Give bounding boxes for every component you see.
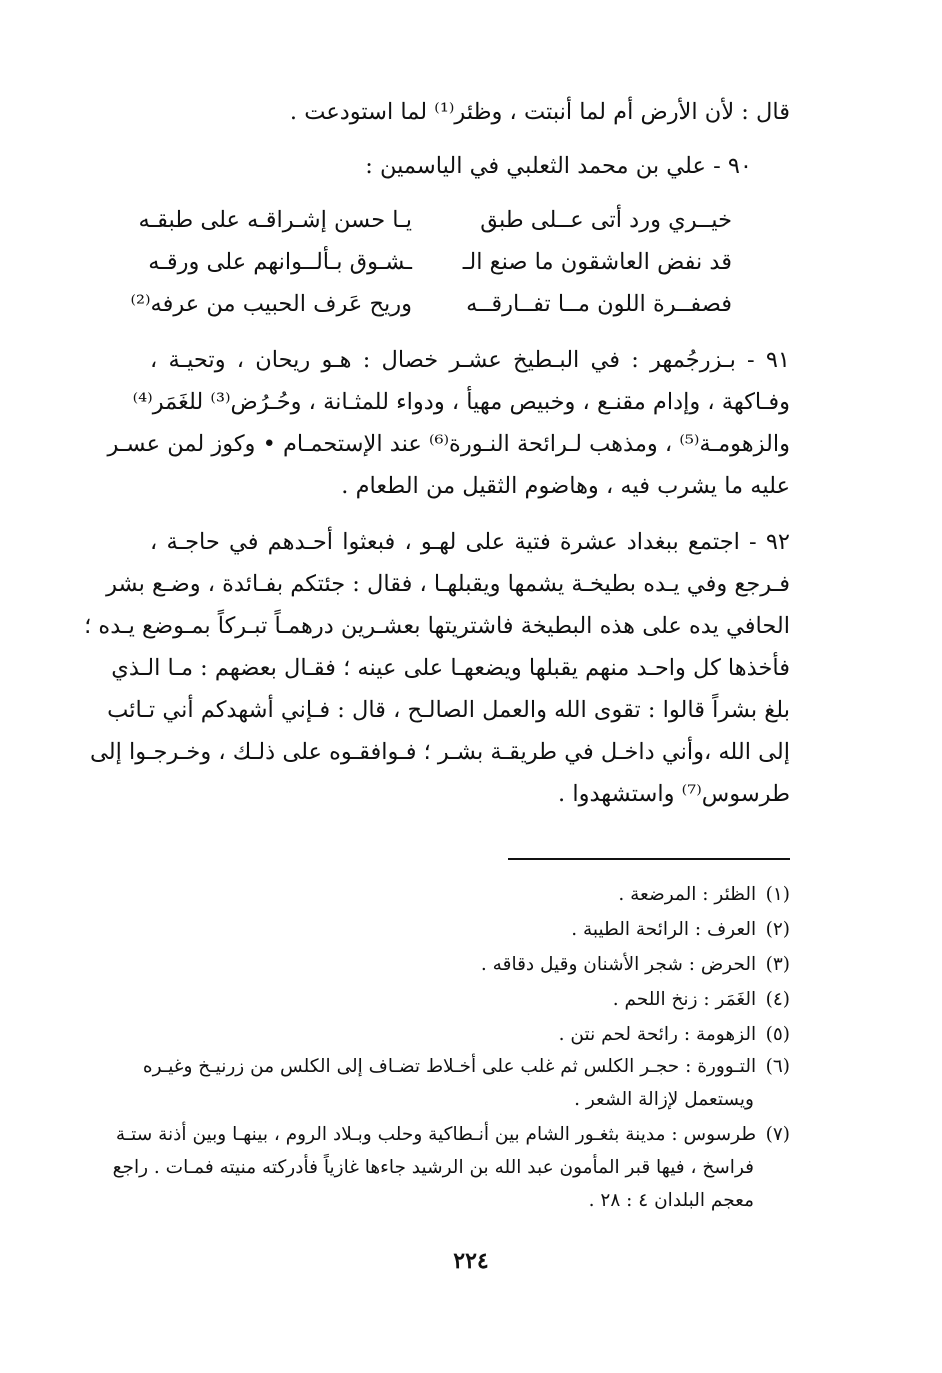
poem-hemistich: فصفــرة اللون مــا تفــارقــه — [466, 291, 732, 317]
item-91-line: وفـاكهة ، وإدام مقنـع ، وخبيص مهيأ ، ودواء للمثـانة ، وحُـرُض⁽³⁾ للغَمَر⁽⁴⁾ — [132, 389, 790, 415]
footnote-7 — [115, 1118, 790, 1151]
item-92-line: بلغ بشراً قالوا : تقوى الله والعمل الصالـح ، قال : فـإني أشهدكم أني تـائب — [107, 697, 790, 723]
poem-hemistich: ـشـوق بـألــوانهم على ورقـه — [148, 249, 412, 275]
footnote-text: الغَمَر : زنخ اللحم . — [612, 989, 757, 1010]
footnote-3 — [150, 948, 790, 981]
item-92-line: فـرجع وفي يـده بطيخـة يشمها ويقبلهـا ، فقال : جئتكم بفـائدة ، وضـع بشر — [106, 571, 790, 597]
footnote-number: (٤) — [765, 989, 790, 1010]
footnote-text: العرف : الرائحة الطيبة . — [571, 919, 757, 940]
footnote-text: الزهومة : رائحة لحم نتن . — [558, 1024, 757, 1045]
footnote-7-continuation: فراسخ ، فيها قبر المأمون عبد الله بن الرشيد جاءها غازياً فأدركته منيته فمـات . راجع — [112, 1157, 754, 1178]
poem-hemistich: وريح عَرف الحبيب من عرفه⁽²⁾ — [130, 291, 412, 317]
footnote-7-continuation: معجم البلدان ٤ : ٢٨ . — [588, 1190, 754, 1211]
item-91-line: ٩١ - بـزرجُمهر : في البـطيخ عشـر خصال : هـو ريحان ، وتحيـة ، — [150, 347, 790, 373]
footnote-text: الظئر : المرضعة . — [618, 884, 757, 905]
poem-hemistich: خيــري ورد أتى عــلى طبق — [480, 207, 732, 233]
item-92-line: طرسوس⁽⁷⁾ واستشهدوا . — [558, 781, 790, 807]
footnote-number: (٦) — [765, 1056, 790, 1077]
footnote-2 — [150, 913, 790, 946]
footnote-6-continuation: ويستعمل لإزالة الشعر . — [574, 1089, 754, 1110]
item-92-line: فأخذها كل واحـد منهم يقبلها ويضعهـا على عينه ؛ فقـال بعضهم : مـا الـذي — [111, 655, 790, 681]
item-92-line: إلى الله ،وأني داخـل في طريقـة بشـر ؛ فـوافقـوه على ذلـك ، وخـرجـوا إلى — [90, 739, 790, 765]
footnote-6 — [142, 1050, 790, 1083]
footnote-1 — [150, 878, 790, 911]
poem-hemistich: يـا حسن إشـراقـه على طبقـه — [138, 207, 412, 233]
footnote-text: الحرض : شجر الأشنان وقيل دقاقه . — [480, 954, 757, 975]
item-92-line: الحافي يده على هذه البطيخة فاشتريتها بعشـرين درهمـاً تبـركاً بمـوضع يـده ؛ — [84, 613, 790, 639]
footnote-5 — [150, 1018, 790, 1051]
item-92-line: ٩٢ - اجتمع ببغداد عشرة فتية على لهـو ، فبعثوا أحـدهم في حاجـة ، — [150, 529, 790, 555]
item-91-line: عليه ما يشرب فيه ، وهاضوم الثقيل من الطعام . — [341, 473, 790, 499]
footnote-number: (٣) — [765, 954, 790, 975]
footnote-text: طرسوس : مدينة بثغـور الشام بين أنـطاكية وحلب وبـلاد الروم ، بينهـا وبين أذنة ستـة — [115, 1124, 757, 1145]
footnote-number: (٢) — [765, 919, 790, 940]
footnote-separator — [508, 858, 790, 860]
footnote-4 — [150, 983, 790, 1016]
item-91-line: والزهومـة⁽⁵⁾ ، ومذهب لـرائحة النـورة⁽⁶⁾ عند الإستحمـام • وكوز لمن عسـر — [107, 431, 790, 457]
footnote-text: التـوورة : حجـر الكلس ثم غلب على أخـلاط تضـاف إلى الكلس من زرنيـخ وغيـره — [142, 1056, 757, 1077]
footnote-number: (١) — [765, 884, 790, 905]
page-number: ٢٢٤ — [453, 1248, 489, 1274]
text-line-opening: قال : لأن الأرض أم لما أنبتت ، وظئر⁽¹⁾ لما استودعت . — [289, 99, 790, 125]
poem-hemistich: قد نفض العاشقون ما صنع الـ — [462, 249, 732, 275]
item-90-heading: ٩٠ - علي بن محمد الثعلبي في الياسمين : — [365, 153, 752, 179]
footnote-number: (٧) — [765, 1124, 790, 1145]
footnote-number: (٥) — [765, 1024, 790, 1045]
